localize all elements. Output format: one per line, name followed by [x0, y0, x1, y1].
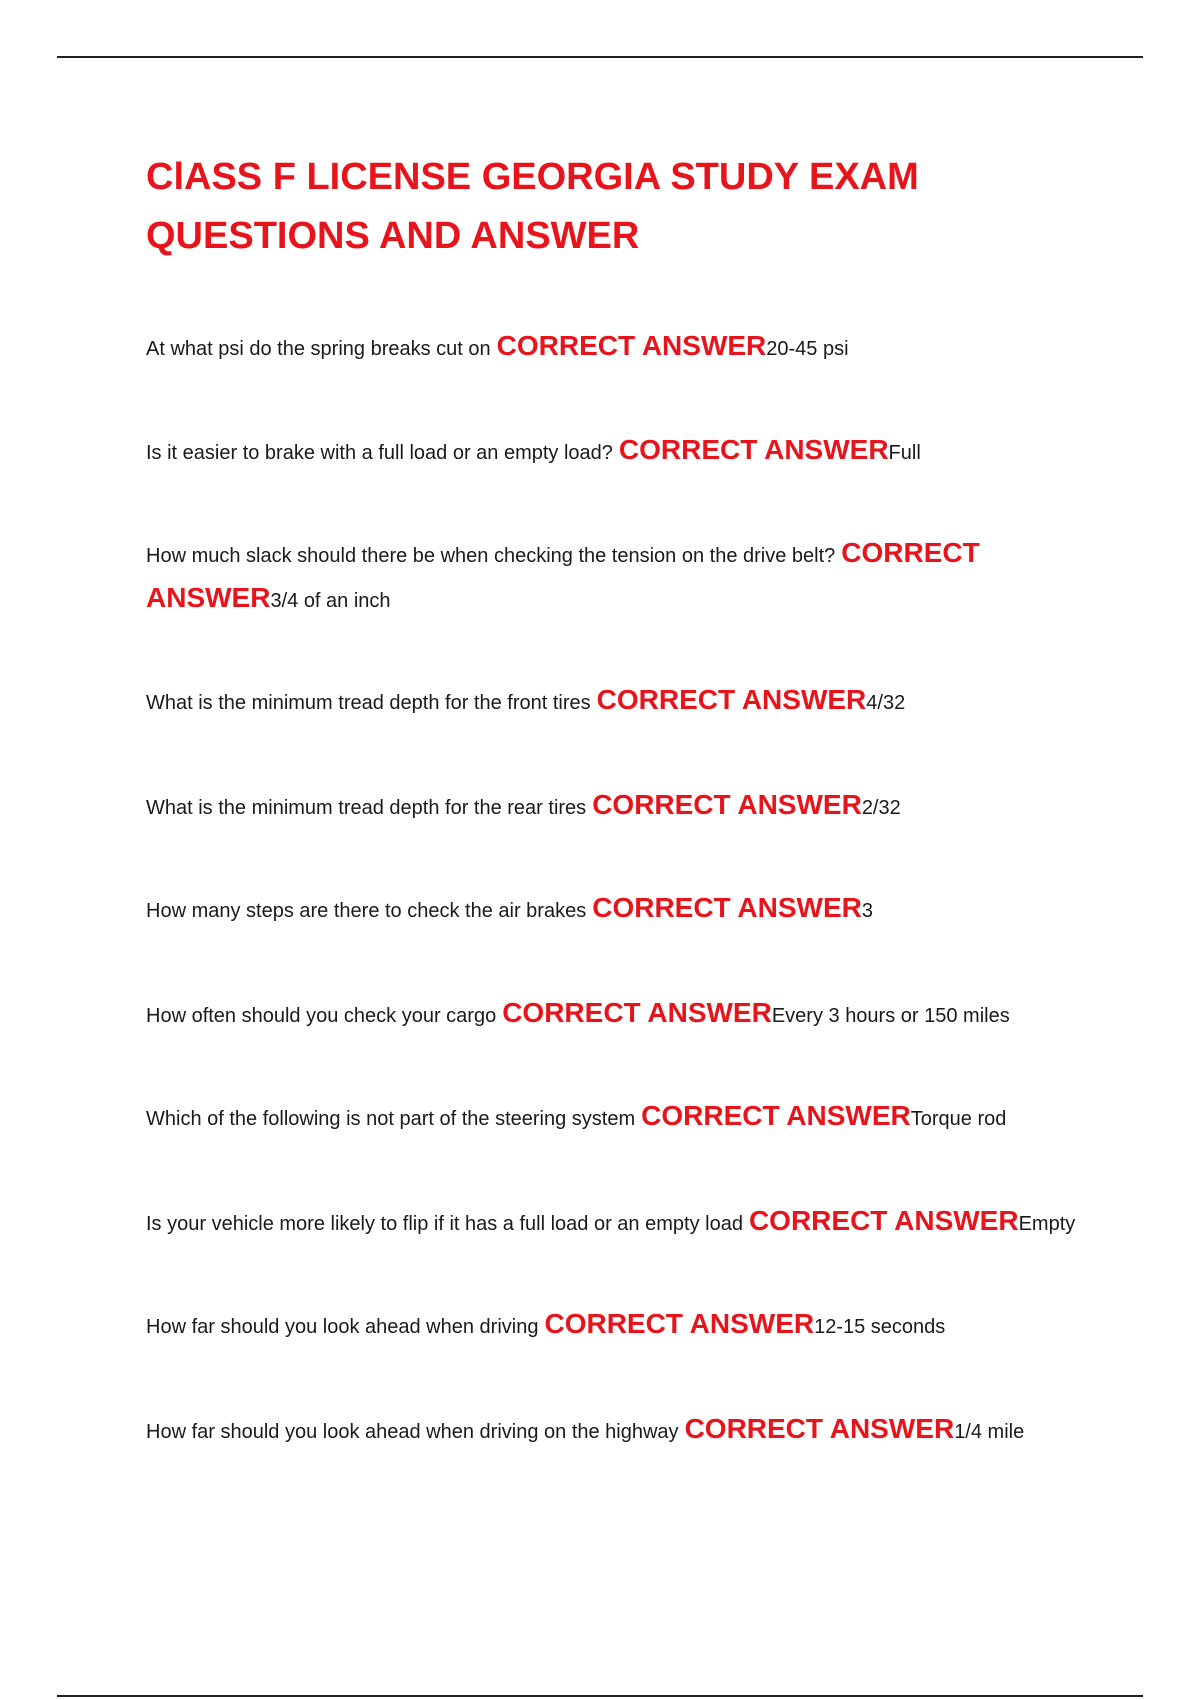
qa-item	[146, 992, 1086, 1037]
answer-text: Full	[888, 442, 921, 464]
correct-answer-marker: CORRECT ANSWER	[618, 434, 889, 465]
answer-text: Torque rod	[910, 1108, 1007, 1130]
qa-item	[146, 784, 1086, 829]
question-text: How often should you check your cargo	[146, 1005, 497, 1027]
qa-item	[146, 532, 1086, 622]
qa-item	[146, 1200, 1086, 1245]
correct-answer-marker: CORRECT ANSWER	[502, 997, 772, 1028]
correct-answer-marker: CORRECT ANSWER	[592, 892, 862, 923]
correct-answer-marker: CORRECT ANSWER	[596, 684, 867, 715]
correct-answer-marker: CORRECT ANSWER	[544, 1308, 815, 1339]
answer-text: 12-15 seconds	[814, 1316, 946, 1338]
question-text: Is it easier to brake with a full load or an empty load?	[146, 442, 613, 464]
qa-item	[146, 325, 1086, 370]
page-title: ClASS F LICENSE GEORGIA STUDY EXAM QUESTIONS AND ANSWER	[146, 156, 919, 257]
correct-answer-marker: CORRECT ANSWER	[146, 537, 980, 613]
question-text: How many steps are there to check the air brakes	[146, 900, 587, 922]
qa-item	[146, 1303, 1086, 1348]
correct-answer-marker: CORRECT ANSWER	[496, 330, 767, 361]
question-text: What is the minimum tread depth for the rear tires	[146, 797, 587, 819]
qa-item	[146, 429, 1086, 474]
top-rule	[57, 56, 1143, 58]
question-text: How much slack should there be when checking the tension on the drive belt?	[146, 545, 836, 567]
answer-text: 2/32	[861, 797, 901, 819]
qa-item	[146, 887, 1086, 932]
answer-text: 3/4 of an inch	[270, 590, 391, 612]
answer-text: Empty	[1018, 1213, 1076, 1235]
answer-text: 1/4 mile	[954, 1421, 1025, 1443]
answer-text: 20-45 psi	[766, 338, 849, 360]
question-text: Is your vehicle more likely to flip if it has a full load or an empty load	[146, 1213, 743, 1235]
correct-answer-marker: CORRECT ANSWER	[592, 789, 862, 820]
question-text: What is the minimum tread depth for the front tires	[146, 692, 591, 714]
qa-item	[146, 1408, 1086, 1453]
correct-answer-marker: CORRECT ANSWER	[641, 1100, 911, 1131]
question-text: At what psi do the spring breaks cut on	[146, 338, 491, 360]
answer-text: Every 3 hours or 150 miles	[771, 1005, 1010, 1027]
answer-text: 4/32	[866, 692, 906, 714]
answer-text: 3	[861, 900, 873, 922]
qa-item	[146, 1095, 1086, 1140]
correct-answer-marker: CORRECT ANSWER	[684, 1413, 955, 1444]
question-text: How far should you look ahead when driving on the highway	[146, 1421, 679, 1443]
question-text: How far should you look ahead when driving	[146, 1316, 539, 1338]
qa-item	[146, 679, 1086, 724]
bottom-rule	[57, 1695, 1143, 1697]
question-text: Which of the following is not part of the steering system	[146, 1108, 636, 1130]
correct-answer-marker: CORRECT ANSWER	[748, 1205, 1019, 1236]
